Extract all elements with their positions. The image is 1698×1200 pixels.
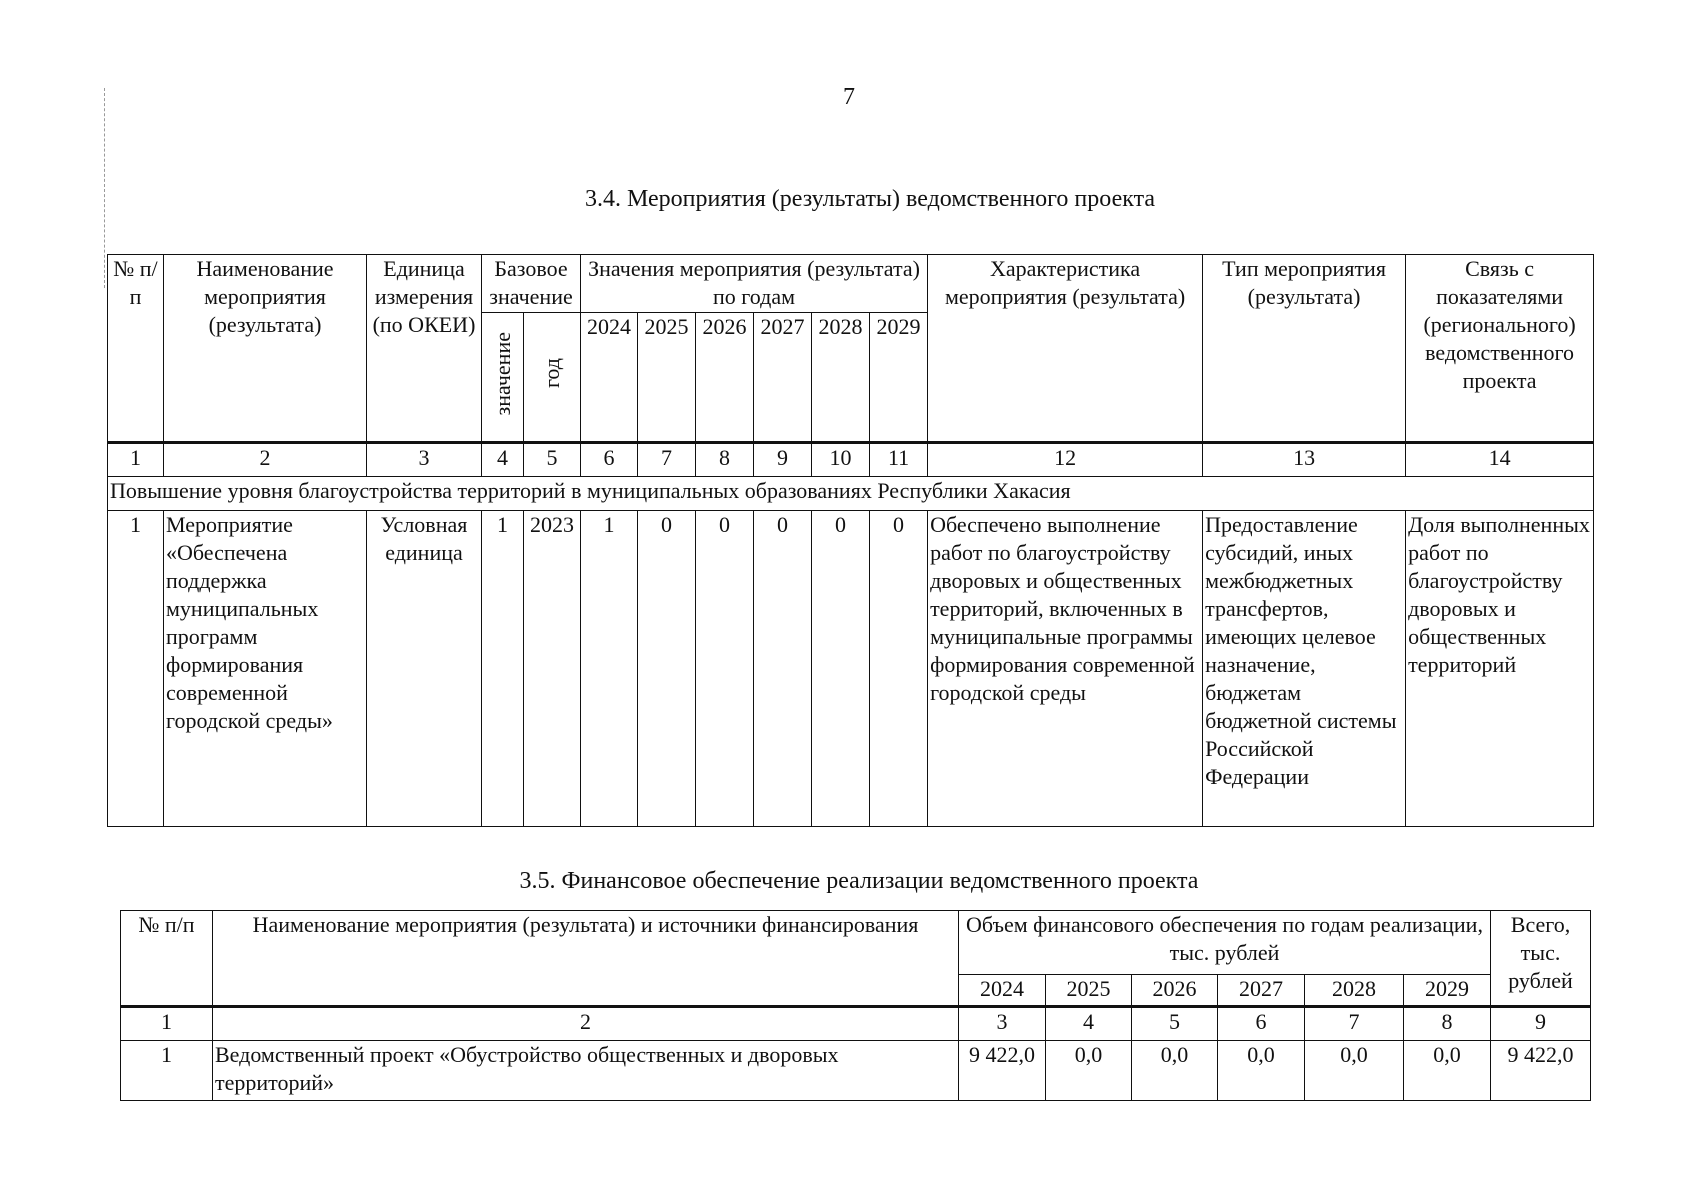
- column-number: 2: [164, 443, 367, 477]
- row-characteristic: Обеспечено выполнение работ по благоустройству дворовых и общественных территорий, включенных в муниципальные программы формирования современной городской среды: [928, 511, 1203, 827]
- column-number: 10: [812, 443, 870, 477]
- row-unit: Условная единица: [367, 511, 482, 827]
- header-link: Связь с показателями (регионального) ведомственного проекта: [1406, 255, 1594, 443]
- row-num: 1: [108, 511, 164, 827]
- column-number: 1: [108, 443, 164, 477]
- fin-header-volume: Объем финансового обеспечения по годам реализации, тыс. рублей: [959, 911, 1491, 975]
- fin-column-number: 3: [959, 1007, 1046, 1041]
- fin-column-number: 9: [1491, 1007, 1591, 1041]
- row-base-year: 2023: [524, 511, 581, 827]
- fin-column-number: 5: [1132, 1007, 1218, 1041]
- header-type: Тип мероприятия (результата): [1203, 255, 1406, 443]
- fin-column-number: 4: [1046, 1007, 1132, 1041]
- column-number: 12: [928, 443, 1203, 477]
- fin-header-name: Наименование мероприятия (результата) и источники финансирования: [213, 911, 959, 1007]
- header-base-year: год: [539, 358, 564, 389]
- row-name: Мероприятие «Обеспечена поддержка муниципальных программ формирования современной городской среды»: [164, 511, 367, 827]
- fin-row-value: 0,0: [1046, 1041, 1132, 1101]
- fin-header-year: 2026: [1132, 975, 1218, 1007]
- column-number: 13: [1203, 443, 1406, 477]
- header-year: 2029: [870, 313, 928, 443]
- header-year: 2027: [754, 313, 812, 443]
- header-unit: Единица измерения (по ОКЕИ): [367, 255, 482, 443]
- fin-header-num: № п/п: [121, 911, 213, 1007]
- header-year: 2025: [638, 313, 696, 443]
- row-value: 0: [696, 511, 754, 827]
- header-name: Наименование мероприятия (результата): [164, 255, 367, 443]
- row-value: 0: [812, 511, 870, 827]
- header-num: № п/п: [108, 255, 164, 443]
- fin-row-value: 0,0: [1305, 1041, 1404, 1101]
- row-value: 0: [870, 511, 928, 827]
- fin-column-number: 8: [1404, 1007, 1491, 1041]
- fin-column-number: 2: [213, 1007, 959, 1041]
- row-type: Предоставление субсидий, иных межбюджетных трансфертов, имеющих целевое назначение, бюджетам бюджетной системы Российской Федерации: [1203, 511, 1406, 827]
- page-number: 7: [843, 84, 855, 110]
- header-base-year-cell: [524, 313, 581, 443]
- row-value: 0: [754, 511, 812, 827]
- column-number: 4: [482, 443, 524, 477]
- header-base: Базовое значение: [482, 255, 581, 313]
- fin-header-year: 2024: [959, 975, 1046, 1007]
- fin-header-total: Всего, тыс. рублей: [1491, 911, 1591, 1007]
- fin-row-value: 0,0: [1132, 1041, 1218, 1101]
- row-base-value: 1: [482, 511, 524, 827]
- column-number: 8: [696, 443, 754, 477]
- header-base-value-cell: [482, 313, 524, 443]
- row-value: 1: [581, 511, 638, 827]
- fin-column-number: 1: [121, 1007, 213, 1041]
- fin-row-value: 0,0: [1404, 1041, 1491, 1101]
- fin-row-name: Ведомственный проект «Обустройство общественных и дворовых территорий»: [213, 1041, 959, 1101]
- fin-header-year: 2029: [1404, 975, 1491, 1007]
- fin-row-num: 1: [121, 1041, 213, 1101]
- column-number: 6: [581, 443, 638, 477]
- header-year: 2028: [812, 313, 870, 443]
- fin-header-year: 2025: [1046, 975, 1132, 1007]
- column-number: 5: [524, 443, 581, 477]
- group-title: Повышение уровня благоустройства территорий в муниципальных образованиях Республики Хакасия: [108, 477, 1594, 511]
- header-values-by-year: Значения мероприятия (результата) по годам: [581, 255, 928, 313]
- fin-header-year: 2028: [1305, 975, 1404, 1007]
- header-year: 2026: [696, 313, 754, 443]
- fin-header-year: 2027: [1218, 975, 1305, 1007]
- column-number: 9: [754, 443, 812, 477]
- fin-column-number: 6: [1218, 1007, 1305, 1041]
- header-characteristic: Характеристика мероприятия (результата): [928, 255, 1203, 443]
- header-year: 2024: [581, 313, 638, 443]
- column-number: 3: [367, 443, 482, 477]
- section-title-3-4: 3.4. Мероприятия (результаты) ведомственного проекта: [584, 186, 1155, 212]
- column-number: 14: [1406, 443, 1594, 477]
- row-value: 0: [638, 511, 696, 827]
- section-title-3-5: 3.5. Финансовое обеспечение реализации ведомственного проекта: [519, 868, 1199, 894]
- results-table: [107, 254, 1594, 827]
- fin-row-value: 9 422,0: [959, 1041, 1046, 1101]
- column-number: 11: [870, 443, 928, 477]
- row-link: Доля выполненных работ по благоустройству дворовых и общественных территорий: [1406, 511, 1594, 827]
- fin-row-total: 9 422,0: [1491, 1041, 1591, 1101]
- fin-row-value: 0,0: [1218, 1041, 1305, 1101]
- header-base-value: значение: [489, 331, 515, 416]
- finance-table: [120, 910, 1591, 1101]
- column-number: 7: [638, 443, 696, 477]
- fin-column-number: 7: [1305, 1007, 1404, 1041]
